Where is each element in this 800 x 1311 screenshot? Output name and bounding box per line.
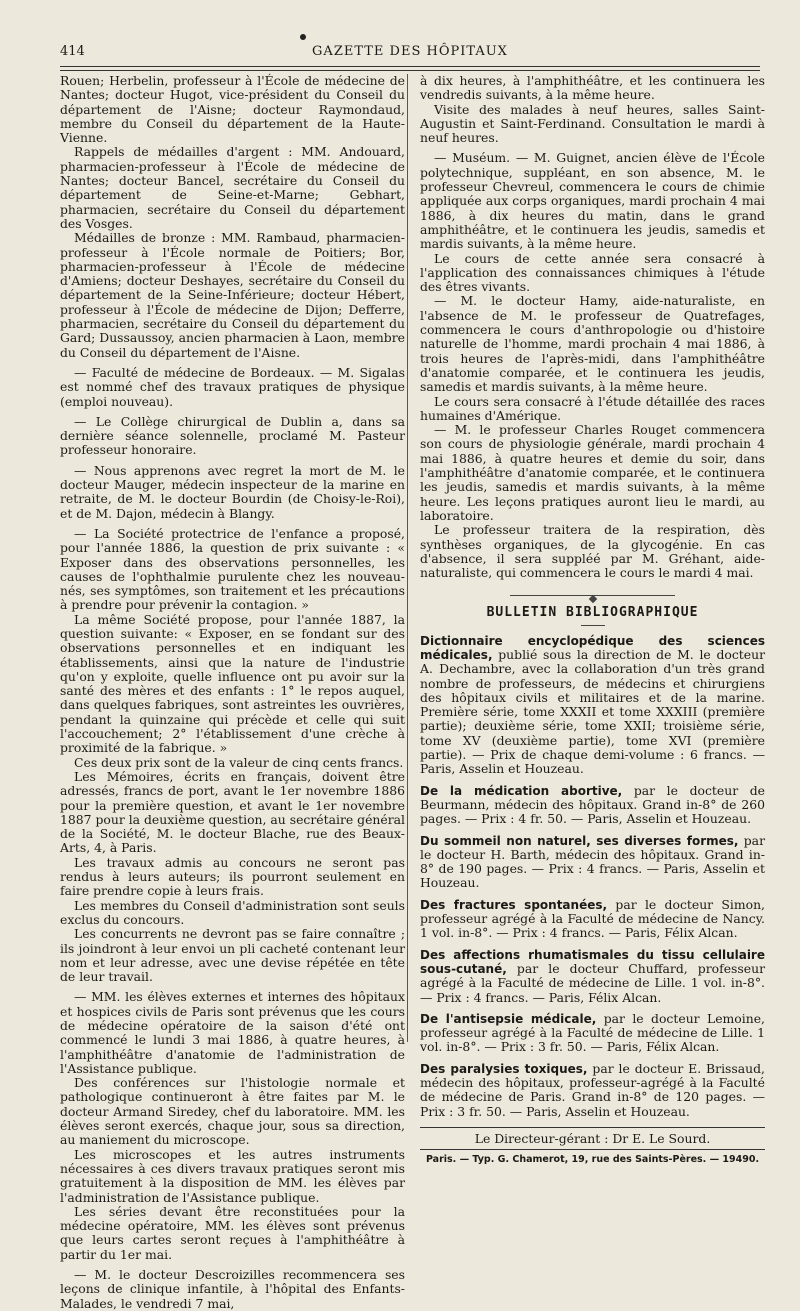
paragraph: Les membres du Conseil d'administration sont seuls exclus du concours. xyxy=(60,897,405,927)
entry-body: par le docteur Simon, professeur agrégé à la Faculté de médecine de Nancy. 1 vol. in-8°. — Prix : 4 francs. — Paris, Félix Alcan. xyxy=(420,896,765,941)
entry-title: De l'antisepsie médicale, xyxy=(420,1011,597,1026)
paragraph: Les travaux admis au concours ne seront pas rendus à leurs auteurs; ils pourront seulement en faire prendre copie à leurs frais. xyxy=(60,854,405,899)
title-underline xyxy=(581,625,605,626)
paragraph: Le cours sera consacré à l'étude détaillée des races humaines d'Amérique. xyxy=(420,393,765,423)
bibliography-entry xyxy=(420,898,765,941)
paragraph: — M. le professeur Charles Rouget commencera son cours de physiologie générale, mardi prochain 4 mai 1886, à quatre heures et demie du soir, dans l'amphithéâtre d'anatomie comparée, et le continuera les jeudis, samedis et mardis suivants, à la même heure. Les leçons pratiques auront lieu le mardi, au laboratoire. xyxy=(420,422,765,523)
paragraph: — M. le docteur Hamy, aide-naturaliste, en l'absence de M. le professeur de Quatrefages, commencera le cours d'anthropologie ou d'histoire naturelle de l'homme, mardi prochain 4 mai 1886, à trois heures de l'après-midi, dans l'amphithéâtre d'anatomie comparée, et le continuera les jeudis, samedis et mardis suivants, à la même heure. xyxy=(420,293,765,395)
paragraph: La même Société propose, pour l'année 1887, la question suivante: « Exposer, en se fondant sur des observations personnelles et en indiquant les établissements, ainsi que la nature de l'industrie qu'on y exploite, quelle influence ont pu avoir sur la santé des mères et des enfants : 1° le repos auquel, dans quelques fabriques, sont astreintes les ouvrières, pendant la quinzaine qui précède et celle qui suit l'accouchement; 2° l'établissement d'une crèche à proximité de la fabrique. » xyxy=(60,611,405,756)
page-header xyxy=(60,44,760,62)
entry-title: Des affections rhumatismales du tissu cellulaire sous-cutané, xyxy=(420,947,765,976)
bulletin-entries xyxy=(420,634,765,1119)
journal-title: GAZETTE DES HÔPITAUX xyxy=(312,44,508,59)
paragraph: Le cours de cette année sera consacré à l'application des connaissances chimiques à l'étude des êtres vivants. xyxy=(420,250,765,295)
paragraph: — La Société protectrice de l'enfance a proposé, pour l'année 1886, la question de prix suivante : « Exposer dans des observations personnelles, les causes de l'ophthalmie purulente chez les nouveau-nés, ses symptômes, son traitement et les précautions à prendre pour prévenir la contagion. » xyxy=(60,525,405,613)
paragraph: — Nous apprenons avec regret la mort de M. le docteur Mauger, médecin inspecteur de la marine en retraite, de M. le docteur Bourdin (de Choisy-le-Roi), et de M. Dajon, médecin à Blangy. xyxy=(60,462,405,521)
paragraph: Des conférences sur l'histologie normale et pathologique continueront à être faites par M. le docteur Armand Siredey, chef du laboratoire. MM. les élèves seront exercés, chaque jour, sous sa direction, au maniement du microscope. xyxy=(60,1075,405,1148)
bibliography-entry xyxy=(420,834,765,891)
paragraph: Le professeur traitera de la respiration, dès synthèses organiques, de la glycogénie. En cas d'absence, il sera suppléé par M. Gréhant, aide-naturaliste, qui commencera le cours le mardi 4 mai. xyxy=(420,522,765,581)
header-rule xyxy=(60,66,760,71)
bulletin-title: BULLETIN BIBLIOGRAPHIQUE xyxy=(486,605,699,621)
right-column-paragraphs xyxy=(420,74,765,580)
paragraph: Les concurrents ne devront pas se faire connaître ; ils joindront à leur envoi un pli cacheté contenant leur nom et leur adresse, avec une devise répétée en tête de leur travail. xyxy=(60,926,405,985)
entry-body: par le docteur Lemoine, professeur agrégé à la Faculté de médecine de Lille. 1 vol. in-8°. — Prix : 3 fr. 50. — Paris, Félix Alcan. xyxy=(420,1010,765,1055)
ink-dot xyxy=(300,34,306,40)
entry-body: par le docteur E. Brissaud, médecin des hôpitaux, professeur-agrégé à la Faculté de médecine de Paris. Grand in-8° de 120 pages. — Prix : 3 fr. 50. — Paris, Asselin et Houzeau. xyxy=(420,1060,765,1119)
entry-body: par le docteur Chuffard, professeur agrégé à la Faculté de médecine de Lille. 1 vol. in-8°. — Prix : 4 francs. — Paris, Félix Alcan. xyxy=(420,960,765,1005)
paragraph: — Faculté de médecine de Bordeaux. — M. Sigalas est nommé chef des travaux pratiques de physique (emploi nouveau). xyxy=(60,364,405,409)
bibliography-entry xyxy=(420,1012,765,1055)
paragraph: Visite des malades à neuf heures, salles Saint-Augustin et Saint-Ferdinand. Consultation le mardi à neuf heures. xyxy=(420,101,765,146)
directeur-line: Le Directeur-gérant : Dr E. Le Sourd. xyxy=(474,1130,711,1146)
entry-title: Des paralysies toxiques, xyxy=(420,1061,588,1076)
paragraph: Rappels de médailles d'argent : MM. Andouard, pharmacien-professeur à l'École de médecine de Nantes; docteur Bancel, secrétaire du Conseil du département de Seine-et-Marne; Gebhart, pharmacien, secrétaire du Conseil du département des Vosges. xyxy=(60,144,405,231)
entry-body: publié sous la direction de M. le docteur A. Dechambre, avec la collaboration d'un très grand nombre de professeurs, de médecins et chirurgiens des hôpitaux civils et militaires et de la marine. Première série, tome XXXII et tome XXXIII (première partie); deuxième série, tome XXII; troisième série, tome XV (deuxième partie), tome XVI (première partie). — Prix de chaque demi-volume : 6 francs. — Paris, Asselin et Houzeau. xyxy=(420,646,765,777)
entry-body: par le docteur de Beurmann, médecin des hôpitaux. Grand in-8° de 260 pages. — Prix : 4 fr. 50. — Paris, Asselin et Houzeau. xyxy=(420,782,765,827)
paragraph: Les séries devant être reconstituées pour la médecine opératoire, MM. les élèves sont prévenus que leurs cartes seront reçues à l'amphithéâtre à partir du 1er mai. xyxy=(60,1203,405,1262)
paragraph: Médailles de bronze : MM. Rambaud, pharmacien-professeur à l'École normale de Poitiers; Bor, pharmacien-professeur à l'École de médecine d'Amiens; docteur Deshayes, secrétaire du Conseil du département de la Seine-Inférieure; docteur Hébert, professeur à l'École de médecine de Dijon; Defferre, pharmacien, secrétaire du Conseil du département du Gard; Dussaussoy, ancien pharmacien à Laon, membre du Conseil du département de l'Aisne. xyxy=(60,230,405,360)
paragraph: Les microscopes et les autres instruments nécessaires à ces divers travaux pratiques seront mis gratuitement à la disposition de MM. les élèves par l'administration de l'Assistance publique. xyxy=(60,1146,405,1205)
bibliography-entry xyxy=(420,948,765,1005)
page-number: 414 xyxy=(60,44,85,59)
right-column xyxy=(420,74,765,1167)
paragraph: à dix heures, à l'amphithéâtre, et les continuera les vendredis suivants, à la même heure. xyxy=(420,73,765,103)
left-column xyxy=(60,74,405,1311)
section-separator xyxy=(420,590,765,600)
bibliography-entry xyxy=(420,784,765,827)
paragraph: — Le Collège chirurgical de Dublin a, dans sa dernière séance solennelle, proclamé M. Pasteur professeur honoraire. xyxy=(60,413,405,458)
printer-line: Paris. — Typ. G. Chamerot, 19, rue des Saints-Pères. — 19490. xyxy=(425,1154,760,1166)
footer-rule-lower xyxy=(420,1149,765,1150)
bibliography-entry xyxy=(420,634,765,777)
paragraph: Rouen; Herbelin, professeur à l'École de médecine de Nantes; docteur Hugot, vice-président du Conseil du département de l'Aisne; docteur Raymondaud, membre du Conseil du département de la Haute-Vienne. xyxy=(60,73,405,146)
bibliography-entry xyxy=(420,1062,765,1119)
paragraph: — Muséum. — M. Guignet, ancien élève de l'École polytechnique, suppléant, en son absence, M. le professeur Chevreul, commencera le cours de chimie appliquée aux corps organiques, mardi prochain 4 mai 1886, à dix heures du matin, dans le grand amphithéâtre, et le continuera les jeudis, samedis et mardis suivants, à la même heure. xyxy=(420,150,765,252)
paragraph: — M. le docteur Descroizilles recommencera ses leçons de clinique infantile, à l'hôpital des Enfants-Malades, le vendredi 7 mai, xyxy=(60,1267,405,1311)
entry-body: par le docteur H. Barth, médecin des hôpitaux. Grand in-8° de 190 pages. — Prix : 4 francs. — Paris, Asselin et Houzeau. xyxy=(420,832,765,891)
entry-title: Des fractures spontanées, xyxy=(420,897,608,912)
paragraph: — MM. les élèves externes et internes des hôpitaux et hospices civils de Paris sont prévenus que les cours de médecine opératoire de la saison d'été ont commencé le lundi 3 mai 1886, à quatre heures, à l'amphithéâtre d'anatomie de l'administration de l'Assistance publique. xyxy=(60,989,405,1076)
column-divider xyxy=(407,74,408,1042)
entry-title: Dictionnaire encyclopédique des sciences médicales, xyxy=(420,633,765,662)
entry-title: Du sommeil non naturel, ses diverses formes, xyxy=(420,833,739,848)
footer-rule xyxy=(420,1127,765,1128)
entry-title: De la médication abortive, xyxy=(420,783,623,798)
paragraph: Ces deux prix sont de la valeur de cinq cents francs. xyxy=(74,754,404,770)
paragraph: Les Mémoires, écrits en français, doivent être adressés, francs de port, avant le 1er novembre 1886 pour la première question, et avant le 1er novembre 1887 pour la deuxième question, au secrétaire général de la Société, M. le docteur Blache, rue des Beaux-Arts, 4, à Paris. xyxy=(60,768,405,856)
